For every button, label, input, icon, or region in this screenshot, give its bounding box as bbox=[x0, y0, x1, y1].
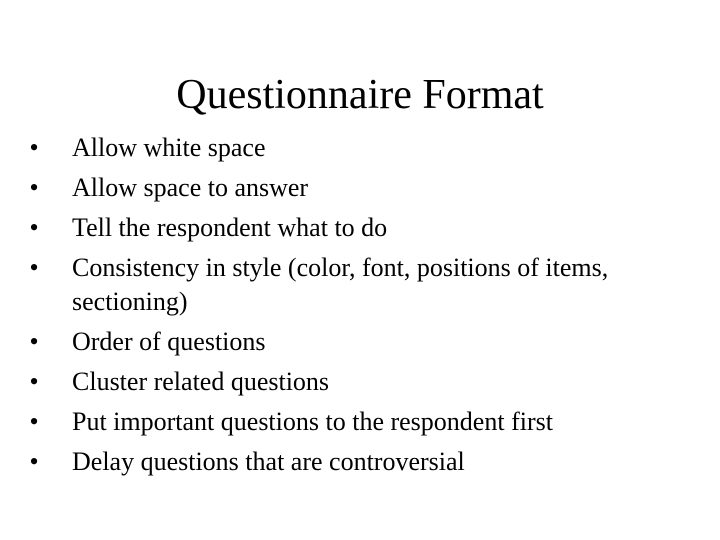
bullet-dot-icon: • bbox=[29, 367, 39, 396]
bullet-text: Order of questions bbox=[72, 327, 266, 356]
bullet-list bbox=[22, 128, 702, 482]
bullet-item bbox=[22, 208, 702, 248]
bullet-dot-icon: • bbox=[29, 327, 39, 356]
bullet-item bbox=[22, 362, 702, 402]
bullet-dot-icon: • bbox=[29, 133, 39, 162]
bullet-text: Delay questions that are controversial bbox=[72, 447, 465, 476]
bullet-item bbox=[22, 442, 702, 482]
slide-title: Questionnaire Format bbox=[176, 72, 544, 118]
bullet-dot-icon: • bbox=[29, 173, 39, 202]
bullet-item bbox=[22, 128, 702, 168]
bullet-item bbox=[22, 322, 702, 362]
bullet-item bbox=[22, 248, 702, 322]
bullet-dot-icon: • bbox=[29, 407, 39, 436]
bullet-text: Put important questions to the respondent first bbox=[72, 407, 553, 436]
bullet-dot-icon: • bbox=[29, 253, 39, 282]
bullet-dot-icon: • bbox=[29, 447, 39, 476]
bullet-item bbox=[22, 402, 702, 442]
bullet-item bbox=[22, 168, 702, 208]
bullet-text: Allow white space bbox=[72, 133, 266, 162]
bullet-text: Cluster related questions bbox=[72, 367, 330, 396]
bullet-text: Consistency in style (color, font, positions of items, sectioning) bbox=[72, 253, 609, 316]
bullet-text: Allow space to answer bbox=[72, 173, 309, 202]
bullet-dot-icon: • bbox=[29, 213, 39, 242]
bullet-text: Tell the respondent what to do bbox=[72, 213, 388, 242]
